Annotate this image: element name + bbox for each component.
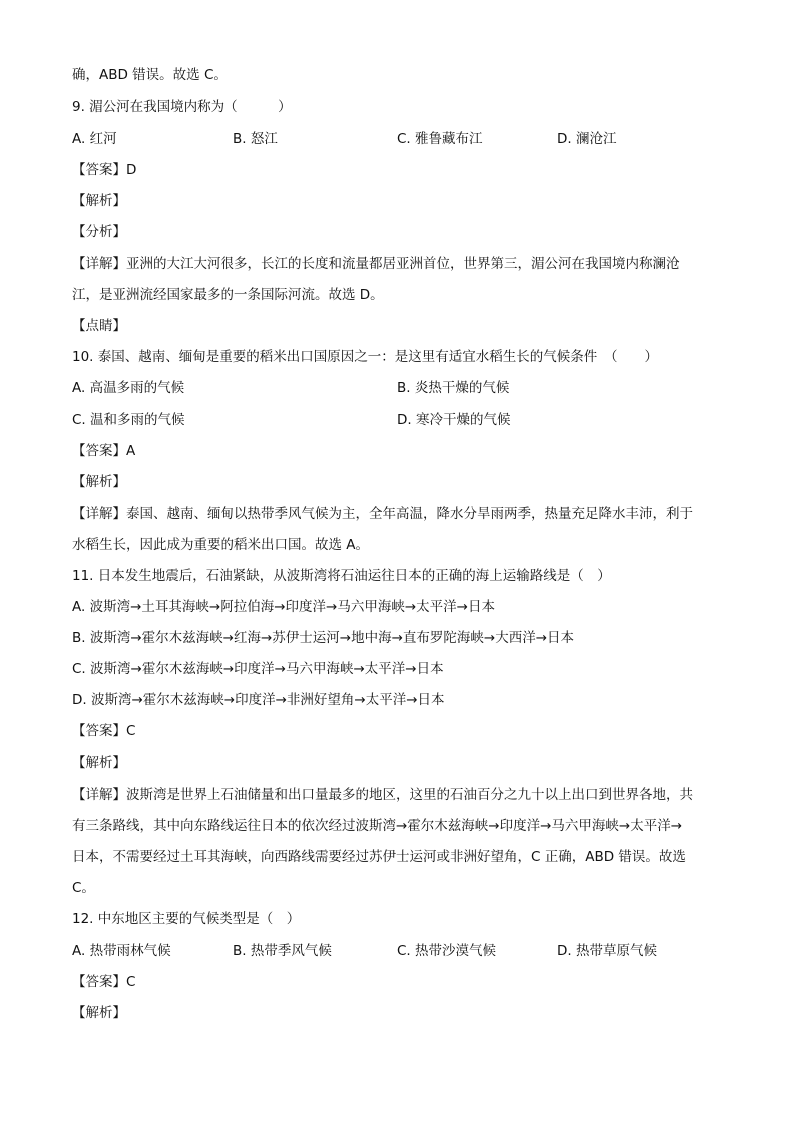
analysis-label: 【解析】 <box>72 755 126 771</box>
explanation-line: 水稻生长，因此成为重要的稻米出口国。故选 A。 <box>72 537 370 553</box>
q11-option-a: A. 波斯湾→土耳其海峡→阿拉伯海→印度洋→马六甲海峡→太平洋→日本 <box>72 599 495 615</box>
q9-option-d: D. 澜沧江 <box>557 131 617 147</box>
question-10: 10. 泰国、越南、缅甸是重要的稻米出口国原因之一：是这里有适宜水稻生长的气候条件 （ ） <box>72 349 659 365</box>
explanation-line: 【详解】泰国、越南、缅甸以热带季风气候为主，全年高温，降水分旱雨两季，热量充足降水丰沛，利于 <box>72 506 693 522</box>
answer-label: 【答案】C <box>72 974 136 990</box>
question-11: 11. 日本发生地震后，石油紧缺，从波斯湾将石油运往日本的正确的海上运输路线是（ ） <box>72 568 611 584</box>
q9-option-b: B. 怒江 <box>233 131 278 147</box>
analysis-sub-label: 【分析】 <box>72 224 126 240</box>
q9-option-c: C. 雅鲁藏布江 <box>397 131 483 147</box>
q10-option-b: B. 炎热干燥的气候 <box>397 380 510 396</box>
explanation-line: 【详解】波斯湾是世界上石油储量和出口量最多的地区，这里的石油百分之九十以上出口到世界各地，共 <box>72 787 693 803</box>
question-12: 12. 中东地区主要的气候类型是（ ） <box>72 911 301 927</box>
answer-label: 【答案】C <box>72 723 136 739</box>
answer-label: 【答案】D <box>72 162 137 178</box>
q9-option-a: A. 红河 <box>72 131 117 147</box>
question-9: 9. 湄公河在我国境内称为（ ） <box>72 99 292 115</box>
explanation-line: 日本，不需要经过土耳其海峡，向西路线需要经过苏伊士运河或非洲好望角，C 正确，ABD 错误。故选 <box>72 849 686 865</box>
q11-option-d: D. 波斯湾→霍尔木兹海峡→印度洋→非洲好望角→太平洋→日本 <box>72 692 445 708</box>
q12-option-d: D. 热带草原气候 <box>557 943 657 959</box>
tip-label: 【点睛】 <box>72 318 126 334</box>
explanation-line: 江，是亚洲流经国家最多的一条国际河流。故选 D。 <box>72 287 384 303</box>
q12-option-c: C. 热带沙漠气候 <box>397 943 497 959</box>
q11-option-b: B. 波斯湾→霍尔木兹海峡→红海→苏伊士运河→地中海→直布罗陀海峡→大西洋→日本 <box>72 630 575 646</box>
text-line: 确，ABD 错误。故选 C。 <box>72 67 227 83</box>
analysis-label: 【解析】 <box>72 193 126 209</box>
q12-option-a: A. 热带雨林气候 <box>72 943 171 959</box>
explanation-line: 【详解】亚洲的大江大河很多，长江的长度和流量都居亚洲首位，世界第三，湄公河在我国境内称澜沧 <box>72 256 680 272</box>
q11-option-c: C. 波斯湾→霍尔木兹海峡→印度洋→马六甲海峡→太平洋→日本 <box>72 661 444 677</box>
analysis-label: 【解析】 <box>72 1005 126 1021</box>
q12-option-b: B. 热带季风气候 <box>233 943 332 959</box>
q10-option-a: A. 高温多雨的气候 <box>72 380 185 396</box>
explanation-line: 有三条路线，其中向东路线运往日本的依次经过波斯湾→霍尔木兹海峡→印度洋→马六甲海峡→太平洋→ <box>72 818 683 834</box>
analysis-label: 【解析】 <box>72 474 126 490</box>
q10-option-d: D. 寒冷干燥的气候 <box>397 412 511 428</box>
explanation-line: C。 <box>72 880 95 896</box>
q10-option-c: C. 温和多雨的气候 <box>72 412 185 428</box>
answer-label: 【答案】A <box>72 443 136 459</box>
